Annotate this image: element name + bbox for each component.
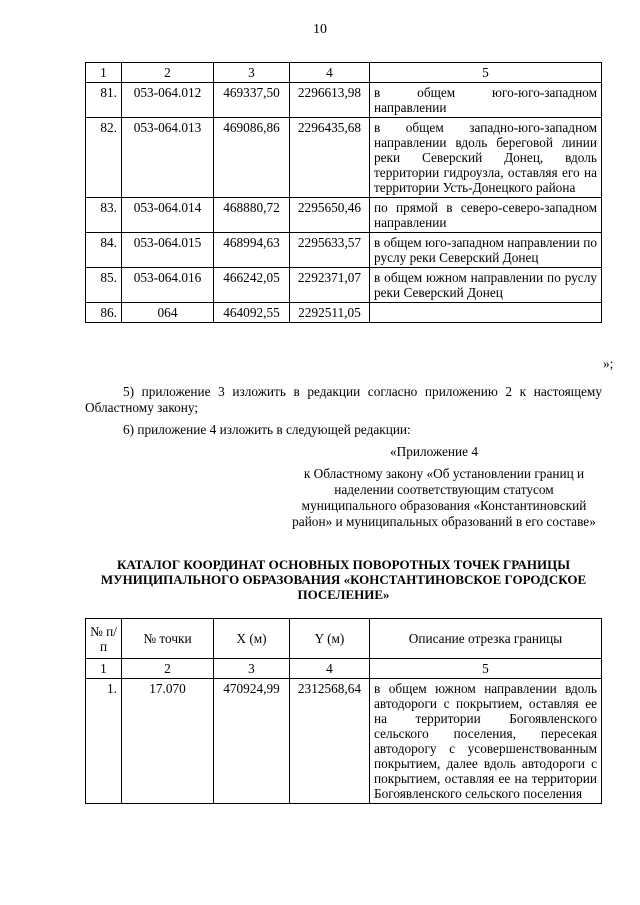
row-index: 84. [86, 233, 122, 268]
point-id: 053-064.016 [122, 268, 214, 303]
header-y: Y (м) [290, 619, 370, 659]
segment-description: в общем западно-юго-западном направлении вдоль береговой линии реки Северский Донец, вдоль территории гидроузла, оставляя его на территории Усть-Донецкого района [370, 118, 602, 198]
table-row [86, 118, 602, 198]
y-coordinate: 2295633,57 [290, 233, 370, 268]
row-index: 83. [86, 198, 122, 233]
row-index: 82. [86, 118, 122, 198]
segment-description: в общем юго-западном направлении по руслу реки Северский Донец [370, 233, 602, 268]
x-coordinate: 466242,05 [214, 268, 290, 303]
catalog-title: КАТАЛОГ КООРДИНАТ ОСНОВНЫХ ПОВОРОТНЫХ ТОЧЕК ГРАНИЦЫ МУНИЦИПАЛЬНОГО ОБРАЗОВАНИЯ «КОНСТАНТИНОВСКОЕ ГОРОДСКОЕ ПОСЕЛЕНИЕ» [100, 557, 587, 602]
table-row [86, 303, 602, 323]
segment-description [370, 303, 602, 323]
header-description: Описание отрезка границы [370, 619, 602, 659]
table-row [86, 198, 602, 233]
segment-description: в общем юго-юго-западном направлении [370, 83, 602, 118]
row-index: 1. [86, 679, 122, 804]
table-row [86, 233, 602, 268]
header-point-number: № точки [122, 619, 214, 659]
point-id: 053-064.014 [122, 198, 214, 233]
x-coordinate: 469086,86 [214, 118, 290, 198]
column-number: 5 [370, 659, 602, 679]
y-coordinate: 2296613,98 [290, 83, 370, 118]
x-coordinate: 470924,99 [214, 679, 290, 804]
row-index: 81. [86, 83, 122, 118]
y-coordinate: 2292511,05 [290, 303, 370, 323]
column-number: 4 [290, 63, 370, 83]
table-row [86, 83, 602, 118]
table-row [86, 679, 602, 804]
row-index: 86. [86, 303, 122, 323]
appendix-title: «Приложение 4 [390, 444, 478, 459]
segment-description: по прямой в северо-северо-западном направлении [370, 198, 602, 233]
column-number: 2 [122, 63, 214, 83]
x-coordinate: 464092,55 [214, 303, 290, 323]
table-header-row [86, 63, 602, 83]
coordinates-table-continued [85, 62, 602, 323]
point-id: 053-064.012 [122, 83, 214, 118]
table-row [86, 268, 602, 303]
x-coordinate: 468994,63 [214, 233, 290, 268]
paragraph-item-6: 6) приложение 4 изложить в следующей редакции: [123, 422, 411, 437]
table-header-row [86, 619, 602, 659]
column-number: 3 [214, 659, 290, 679]
column-number: 1 [86, 659, 122, 679]
y-coordinate: 2295650,46 [290, 198, 370, 233]
y-coordinate: 2312568,64 [290, 679, 370, 804]
y-coordinate: 2296435,68 [290, 118, 370, 198]
appendix-reference: к Областному закону «Об установлении границ и наделении соответствующим статусом муниципального образования «Константиновский район» и муниципальных образований в его составе» [292, 466, 596, 529]
column-number: 3 [214, 63, 290, 83]
x-coordinate: 468880,72 [214, 198, 290, 233]
y-coordinate: 2292371,07 [290, 268, 370, 303]
point-id: 17.070 [122, 679, 214, 804]
x-coordinate: 469337,50 [214, 83, 290, 118]
point-id: 053-064.015 [122, 233, 214, 268]
closing-quote: »; [603, 356, 614, 371]
header-row-number: № п/п [86, 619, 122, 659]
segment-description: в общем южном направлении вдоль автодороги с покрытием, оставляя ее на территории Богоявленского сельского поселения, пересекая автодорогу с усовершенствованным покрытием, далее вдоль автодороги с покрытием, оставляя ее на территории Богоявленского сельского поселения [370, 679, 602, 804]
coordinates-catalog-table [85, 618, 602, 804]
column-number: 2 [122, 659, 214, 679]
point-id: 064 [122, 303, 214, 323]
column-number: 5 [370, 63, 602, 83]
column-number: 4 [290, 659, 370, 679]
page-number: 10 [313, 22, 327, 37]
column-numbers-row [86, 659, 602, 679]
segment-description: в общем южном направлении по руслу реки Северский Донец [370, 268, 602, 303]
column-number: 1 [86, 63, 122, 83]
paragraph-item-5: 5) приложение 3 изложить в редакции согласно приложению 2 к настоящему Областному закону; [85, 384, 602, 415]
row-index: 85. [86, 268, 122, 303]
header-x: X (м) [214, 619, 290, 659]
point-id: 053-064.013 [122, 118, 214, 198]
